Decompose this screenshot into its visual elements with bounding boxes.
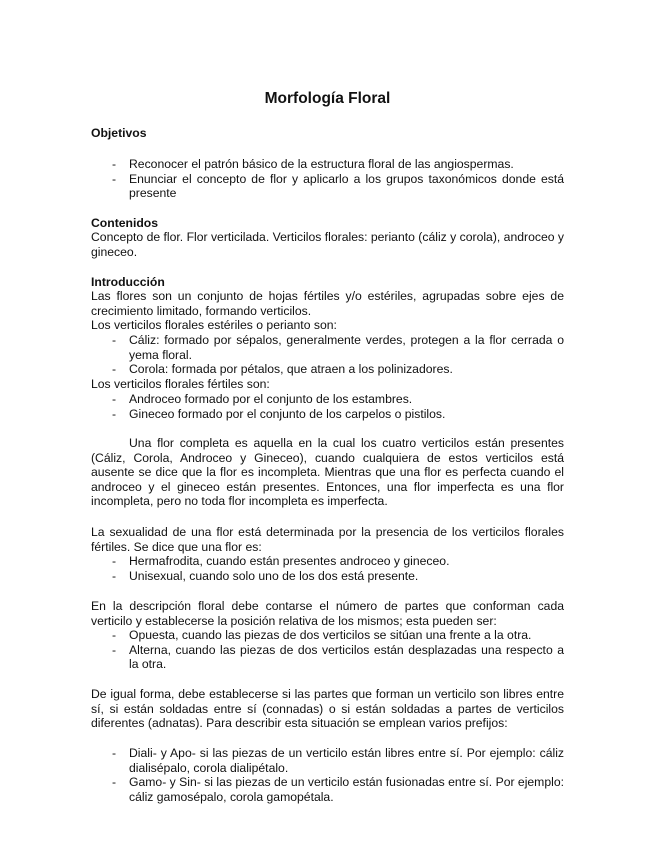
document-title: Morfología Floral (264, 90, 391, 107)
list-item: - Cáliz: formado por sépalos, generalmente verdes, protegen a la flor cerrada o yema floral. (112, 333, 564, 362)
list-item: - Androceo formado por el conjunto de los estambres. (112, 392, 413, 406)
prefijos-list (91, 746, 564, 804)
intro-paragraph-7: De igual forma, debe establecerse si las partes que forman un verticilo son libres entre sí, si están soldadas entre sí (connadas) o si están soldadas a partes de verticilos diferentes (adnatas). Para describir esta situación se emplean varios prefijos: (91, 687, 564, 731)
list-item: - Hermafrodita, cuando están presentes androceo y gineceo. (112, 554, 450, 568)
posicion-list (91, 628, 564, 672)
intro-paragraph-5: La sexualidad de una flor está determinada por la presencia de los verticilos florales fértiles. Se dice que una flor es: (91, 525, 564, 554)
fertiles-list (91, 392, 564, 421)
list-item: - Gamo- y Sin- si las piezas de un verticilo están fusionadas entre sí. Por ejemplo: cáliz gamosépalo, corola gamopétala. (112, 775, 564, 804)
list-item: - Diali- y Apo- si las piezas de un verticilo están libres entre sí. Por ejemplo: cáliz dialisépalo, corola dialipétalo. (112, 746, 564, 775)
sexualidad-list (91, 554, 564, 583)
intro-paragraph-1: Las flores son un conjunto de hojas fértiles y/o estériles, agrupadas sobre ejes de crecimiento limitado, formando verticilos. (91, 289, 564, 318)
esteriles-list (91, 333, 564, 377)
list-item: - Gineceo formado por el conjunto de los carpelos o pistilos. (112, 406, 446, 421)
list-item: - Opuesta, cuando las piezas de dos verticilos se sitúan una frente a la otra. (112, 628, 532, 642)
intro-paragraph-3: Los verticilos florales fértiles son: (91, 377, 270, 391)
intro-paragraph-2: Los verticilos florales estériles o perianto son: (91, 318, 337, 332)
introduccion-heading: Introducción (91, 275, 165, 289)
intro-paragraph-4: Una flor completa es aquella en la cual los cuatro verticilos están presentes (Cáliz, Corola, Androceo y Gineceo), cuando cualquiera de estos verticilos está ausente se dice que la flor es incompleta. Mientras que una flor es perfecta cuando el androceo y el gineceo están presentes. Entonces, una flor imperfecta es una flor incompleta, pero no toda flor incompleta es imperfecta. (91, 436, 564, 509)
objetivos-list (91, 157, 564, 201)
contenidos-heading: Contenidos (91, 216, 159, 230)
list-item: - Reconocer el patrón básico de la estructura floral de las angiospermas. (112, 157, 514, 171)
objetivos-heading: Objetivos (91, 126, 147, 140)
list-item: - Unisexual, cuando solo uno de los dos está presente. (112, 568, 419, 583)
intro-paragraph-6: En la descripción floral debe contarse el número de partes que conforman cada verticilo y establecerse la posición relativa de los mismos; esta pueden ser: (91, 599, 564, 628)
contenidos-text: Concepto de flor. Flor verticilada. Verticilos florales: perianto (cáliz y corola), androceo y gineceo. (91, 230, 564, 259)
list-item: - Corola: formada por pétalos, que atraen a los polinizadores. (112, 362, 453, 377)
list-item: - Enunciar el concepto de flor y aplicarlo a los grupos taxonómicos donde está presente (112, 171, 564, 201)
list-item: - Alterna, cuando las piezas de dos verticilos están desplazadas una respecto a la otra. (112, 642, 564, 672)
